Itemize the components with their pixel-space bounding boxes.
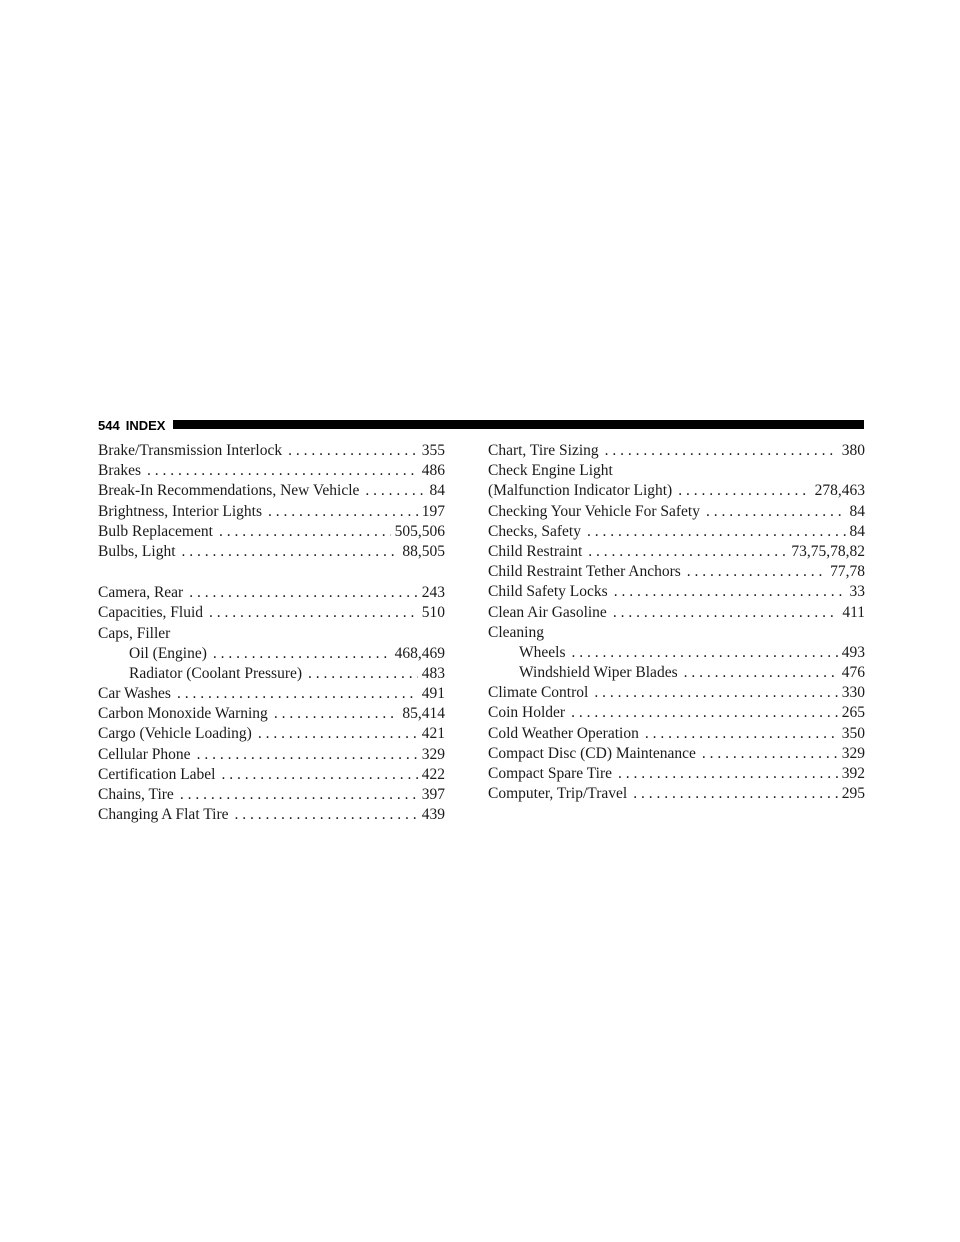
dot-leader xyxy=(588,542,787,562)
dot-leader xyxy=(684,663,838,683)
entry-term: Carbon Monoxide Warning xyxy=(98,705,268,723)
entry-term: Chart, Tire Sizing xyxy=(488,442,599,459)
entry-term: Oil (Engine) xyxy=(129,644,207,662)
dot-leader xyxy=(614,582,846,602)
entry-term: Brightness, Interior Lights xyxy=(98,502,263,520)
entry-pages: 278,463 xyxy=(814,482,865,500)
index-subentry xyxy=(488,663,865,683)
entry-pages: 491 xyxy=(421,685,445,703)
dot-leader xyxy=(274,704,399,724)
index-heading: Check Engine Light xyxy=(488,462,613,480)
entry-term: Radiator (Coolant Pressure) xyxy=(129,664,303,682)
entry-term: Coin Holder xyxy=(488,704,566,722)
entry-term: Bulb Replacement xyxy=(98,522,213,540)
index-entry xyxy=(488,522,865,542)
index-subentry xyxy=(488,643,865,663)
dot-leader xyxy=(687,562,826,582)
dot-leader xyxy=(219,522,391,542)
index-entry xyxy=(98,461,445,481)
index-column-right xyxy=(488,441,865,804)
dot-leader xyxy=(209,603,418,623)
entry-pages: 468,469 xyxy=(394,644,445,662)
entry-term: Capacities, Fluid xyxy=(98,604,204,622)
entry-pages: 476 xyxy=(841,664,865,682)
entry-term: Child Restraint Tether Anchors xyxy=(488,563,681,581)
page-header xyxy=(98,415,864,435)
entry-pages: 84 xyxy=(429,482,445,500)
entry-pages: 350 xyxy=(841,724,865,742)
entry-pages: 88,505 xyxy=(402,542,445,560)
index-entry xyxy=(488,683,865,703)
dot-leader xyxy=(587,522,846,542)
dot-leader xyxy=(189,583,418,603)
entry-term: Child Restraint xyxy=(488,542,583,560)
index-entry xyxy=(98,542,445,562)
index-entry xyxy=(98,785,445,805)
index-entry xyxy=(98,583,445,603)
entry-pages: 73,75,78,82 xyxy=(791,542,865,560)
entry-pages: 330 xyxy=(841,684,865,702)
dot-leader xyxy=(365,481,425,501)
index-entry xyxy=(98,704,445,724)
index-entry xyxy=(488,603,865,623)
index-entry xyxy=(98,441,445,461)
index-entry xyxy=(488,582,865,602)
entry-term: Chains, Tire xyxy=(98,786,174,803)
dot-leader xyxy=(678,481,810,501)
index-entry xyxy=(488,502,865,522)
page-title: INDEX xyxy=(125,417,166,433)
entry-term: Changing A Flat Tire xyxy=(98,806,229,824)
dot-leader xyxy=(633,784,838,804)
index-subentry xyxy=(98,644,445,664)
entry-term: Car Washes xyxy=(98,685,171,703)
dot-leader xyxy=(702,744,838,764)
entry-term: Cellular Phone xyxy=(98,745,191,763)
dot-leader xyxy=(571,703,838,723)
entry-term: Computer, Trip/Travel xyxy=(488,785,628,803)
entry-pages: 510 xyxy=(421,604,445,622)
entry-term: Child Safety Locks xyxy=(488,583,608,601)
index-entry xyxy=(488,724,865,744)
index-heading: Caps, Filler xyxy=(98,624,171,642)
dot-leader xyxy=(268,502,418,522)
entry-term: Certification Label xyxy=(98,765,216,783)
index-entry xyxy=(488,481,865,501)
entry-term: Checking Your Vehicle For Safety xyxy=(488,502,700,520)
entry-pages: 422 xyxy=(421,765,445,783)
entry-term: Cargo (Vehicle Loading) xyxy=(98,725,252,743)
index-entry xyxy=(98,765,445,785)
dot-leader xyxy=(571,643,837,663)
dot-leader xyxy=(147,461,418,481)
dot-leader xyxy=(594,683,837,703)
page-number: 544 xyxy=(98,417,120,433)
entry-pages: 355 xyxy=(421,442,445,459)
index-entry xyxy=(488,744,865,764)
entry-term: Clean Air Gasoline xyxy=(488,603,607,621)
dot-leader xyxy=(222,765,418,785)
entry-pages: 33 xyxy=(849,583,865,601)
dot-leader xyxy=(618,764,838,784)
entry-term: Windshield Wiper Blades xyxy=(519,664,678,682)
entry-pages: 243 xyxy=(421,584,445,602)
dot-leader xyxy=(288,441,418,461)
index-entry xyxy=(98,745,445,765)
index-subentry xyxy=(488,562,865,582)
entry-pages: 329 xyxy=(841,744,865,762)
index-entry xyxy=(98,724,445,744)
entry-pages: 380 xyxy=(841,442,865,459)
index-entry xyxy=(488,703,865,723)
entry-pages: 397 xyxy=(421,786,445,803)
dot-leader xyxy=(180,785,418,805)
entry-pages: 411 xyxy=(842,603,865,621)
dot-leader xyxy=(177,684,418,704)
dot-leader xyxy=(213,644,391,664)
dot-leader xyxy=(605,441,838,461)
entry-term: Compact Disc (CD) Maintenance xyxy=(488,744,696,762)
index-entry xyxy=(488,441,865,461)
entry-term: (Malfunction Indicator Light) xyxy=(488,482,673,500)
entry-pages: 77,78 xyxy=(830,563,865,581)
entry-pages: 329 xyxy=(421,745,445,763)
entry-pages: 392 xyxy=(841,765,865,782)
index-entry xyxy=(488,784,865,804)
section-gap xyxy=(98,562,445,583)
index-entry xyxy=(98,805,445,825)
entry-term: Checks, Safety xyxy=(488,522,581,540)
entry-term: Break-In Recommendations, New Vehicle xyxy=(98,482,360,500)
entry-pages: 84 xyxy=(849,502,865,520)
entry-pages: 197 xyxy=(421,502,445,520)
dot-leader xyxy=(182,542,399,562)
entry-term: Climate Control xyxy=(488,684,589,702)
index-entry xyxy=(98,522,445,542)
entry-pages: 483 xyxy=(421,664,445,682)
dot-leader xyxy=(258,724,418,744)
index-entry xyxy=(488,764,865,784)
entry-pages: 421 xyxy=(421,725,445,743)
entry-term: Compact Spare Tire xyxy=(488,765,612,782)
index-column-left xyxy=(98,441,445,825)
entry-pages: 85,414 xyxy=(402,705,445,723)
entry-pages: 505,506 xyxy=(394,522,445,540)
entry-term: Brake/Transmission Interlock xyxy=(98,442,283,459)
entry-term: Brakes xyxy=(98,462,142,480)
index-subentry xyxy=(98,664,445,684)
dot-leader xyxy=(645,724,838,744)
entry-pages: 265 xyxy=(841,704,865,722)
entry-term: Bulbs, Light xyxy=(98,542,176,560)
index-entry xyxy=(98,684,445,704)
index-entry xyxy=(98,603,445,623)
dot-leader xyxy=(613,603,839,623)
entry-term: Camera, Rear xyxy=(98,584,184,602)
entry-term: Cold Weather Operation xyxy=(488,724,639,742)
dot-leader xyxy=(197,745,418,765)
index-entry xyxy=(98,481,445,501)
dot-leader xyxy=(235,805,418,825)
dot-leader xyxy=(706,502,846,522)
index-entry xyxy=(488,542,865,562)
entry-pages: 84 xyxy=(849,522,865,540)
index-entry xyxy=(98,502,445,522)
header-rule xyxy=(173,420,864,429)
dot-leader xyxy=(308,664,418,684)
entry-term: Wheels xyxy=(519,643,566,661)
index-heading: Cleaning xyxy=(488,623,544,641)
entry-pages: 493 xyxy=(841,643,865,661)
entry-pages: 486 xyxy=(421,462,445,480)
entry-pages: 295 xyxy=(841,785,865,803)
entry-pages: 439 xyxy=(421,806,445,824)
